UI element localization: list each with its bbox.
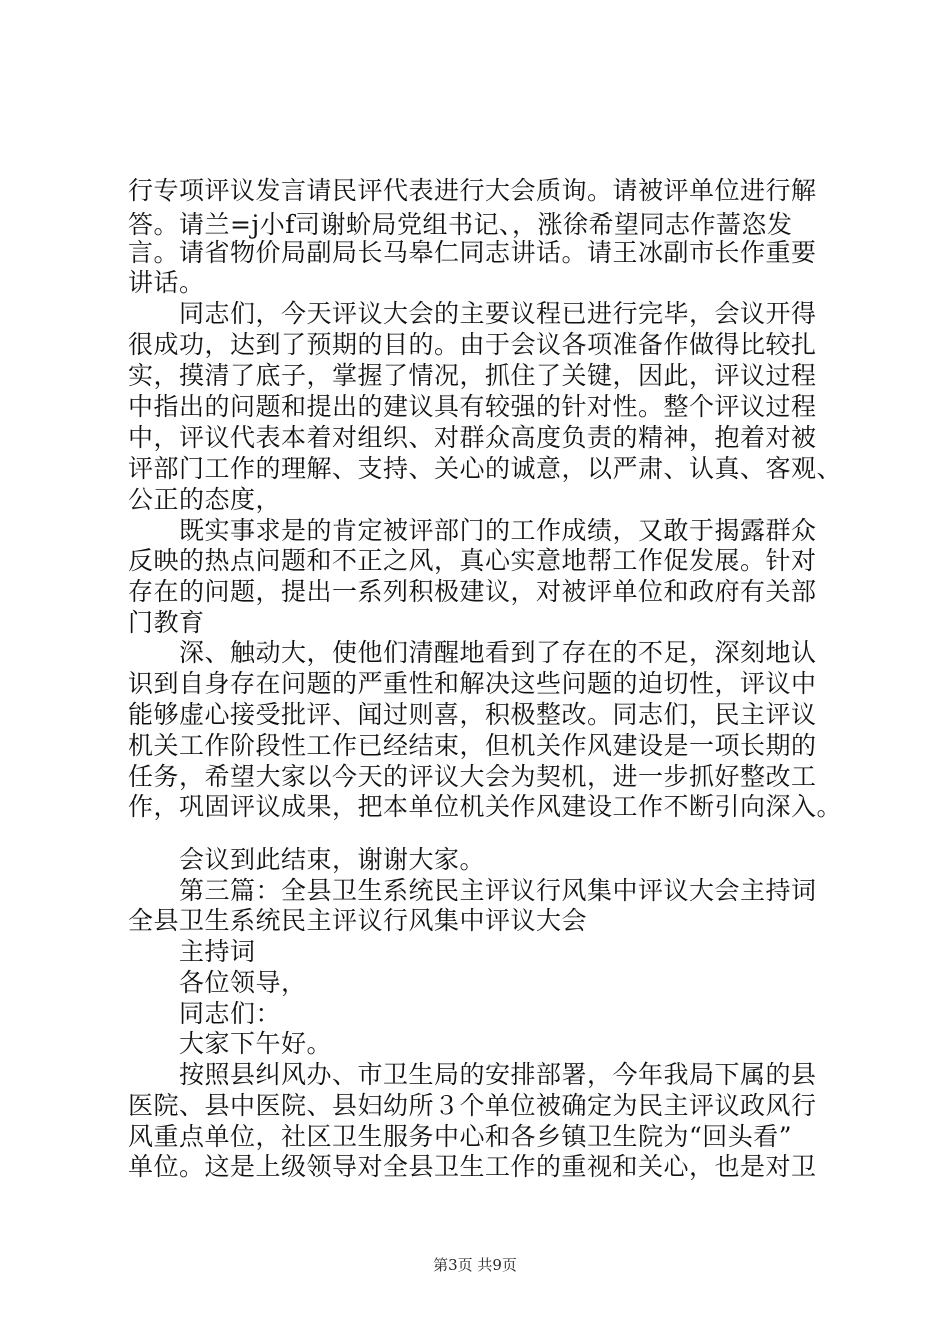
text-line: 单位。这是上级领导对全县卫生工作的重视和关心，也是对卫 [128, 1152, 817, 1181]
text-line: 任务，希望大家以今天的评议大会为契机，进一步抓好整改工 [128, 762, 817, 791]
text-line: 按照县纠风办、市卫生局的安排部署，今年我局下属的县 [128, 1060, 817, 1089]
text-line: 中指出的问题和提出的建议具有较强的针对性。整个评议过程 [128, 392, 817, 421]
text-line: 各位领导， [128, 968, 307, 997]
text-line: 存在的问题，提出一系列积极建议，对被评单位和政府有关部 [128, 577, 817, 606]
text-line: 中，评议代表本着对组织、对群众高度负责的精神，抱着对被 [128, 423, 817, 452]
text-line: 能够虚心接受批评、闻过则喜，积极整改。同志们，民主评议 [128, 700, 817, 729]
text-line: 讲话。 [128, 268, 205, 297]
text-line: 全县卫生系统民主评议行风集中评议大会 [128, 906, 588, 935]
text-line: 言。请省物价局副局长马皋仁同志讲话。请王冰副市长作重要 [128, 238, 817, 267]
text-line: 同志们，今天评议大会的主要议程已进行完毕，会议开得 [128, 299, 817, 328]
text-line: 主持词 [128, 937, 256, 966]
text-line: 行专项评议发言请民评代表进行大会质询。请被评单位进行解 [128, 176, 817, 205]
text-line: 评部门工作的理解、支持、关心的诚意，以严肃、认真、客观、 [128, 454, 843, 483]
text-line: 识到自身存在问题的严重性和解决这些问题的迫切性，评议中 [128, 669, 817, 698]
text-line: 深、触动大，使他们清醒地看到了存在的不足，深刻地认 [128, 638, 817, 667]
text-line: 作，巩固评议成果，把本单位机关作风建设工作不断引向深入。 [128, 792, 843, 821]
text-line: 答。请兰=j小f司谢蚧局党组书记、，涨徐希望同志作蔷恣发 [128, 210, 793, 239]
text-line: 反映的热点问题和不正之风，真心实意地帮工作促发展。针对 [128, 546, 817, 575]
text-line: 既实事求是的肯定被评部门的工作成绩，又敢于揭露群众 [128, 516, 817, 545]
section-heading: 第三篇：全县卫生系统民主评议行风集中评议大会主持词 [128, 876, 817, 905]
text-line: 同志们： [128, 999, 282, 1028]
text-line: 很成功，达到了预期的目的。由于会议各项准备作做得比较扎 [128, 330, 817, 359]
text-line: 门教育 [128, 608, 205, 637]
text-line: 会议到此结束，谢谢大家。 [128, 845, 486, 874]
text-line: 大家下午好。 [128, 1029, 333, 1058]
text-line: 医院、县中医院、县妇幼所３个单位被确定为民主评议政风行 [128, 1091, 817, 1120]
text-line: 实，摸清了底子，掌握了情况，抓住了关键，因此，评议过程 [128, 361, 817, 390]
text-line: 机关工作阶段性工作已经结束，但机关作风建设是一项长期的 [128, 731, 817, 760]
text-line: 公正的态度， [128, 485, 282, 514]
page-number-footer: 第3页 共9页 [433, 1256, 517, 1274]
text-line: 风重点单位，社区卫生服务中心和各乡镇卫生院为“回头看” [128, 1122, 793, 1151]
